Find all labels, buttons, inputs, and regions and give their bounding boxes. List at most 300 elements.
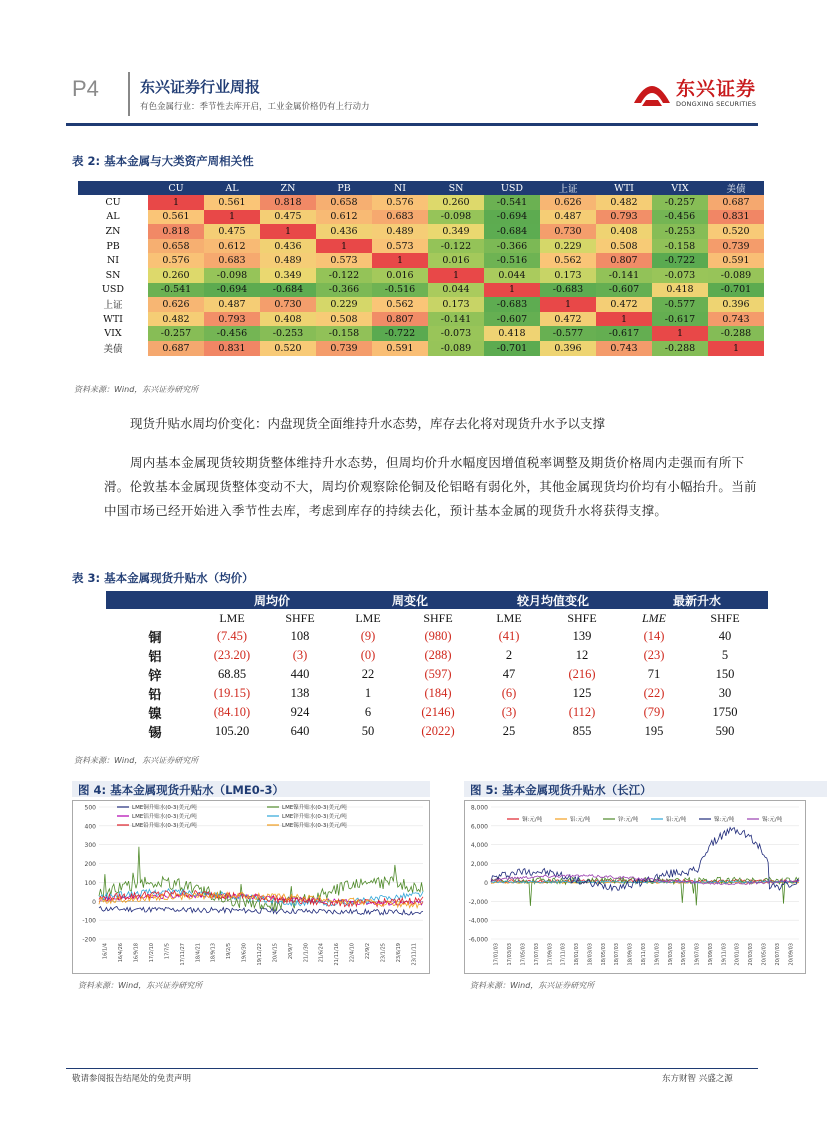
spot-cell: 5 <box>721 648 729 663</box>
corr-cell: -0.253 <box>260 326 316 341</box>
corr-cell: 0.739 <box>708 239 764 254</box>
spot-cell: (7.45) <box>216 629 248 644</box>
corr-cell: 0.612 <box>316 210 372 225</box>
x-tick-label: 17/09/03 <box>547 943 554 966</box>
x-tick-label: 19/01/03 <box>654 943 661 966</box>
corr-cell: -0.122 <box>428 239 484 254</box>
spot-cell: (22) <box>643 686 665 701</box>
x-tick-label: 23/1/25 <box>380 943 387 963</box>
corr-cell: -0.253 <box>652 224 708 239</box>
corr-cell: 0.683 <box>372 210 428 225</box>
y-tick-label: -100 <box>82 917 96 925</box>
corr-col-header: NI <box>372 181 428 195</box>
corr-cell: 0.229 <box>540 239 596 254</box>
corr-cell: -0.141 <box>596 268 652 283</box>
x-tick-label: 23/11/11 <box>411 943 418 966</box>
x-tick-label: 19/6/30 <box>241 943 248 963</box>
x-tick-label: 20/9/7 <box>287 943 294 960</box>
corr-cell: -0.577 <box>540 326 596 341</box>
corr-col-header: ZN <box>260 181 316 195</box>
y-tick-label: 100 <box>84 879 96 887</box>
spot-cell: (288) <box>424 648 452 663</box>
footer-slogan: 东方财智 兴盛之源 <box>662 1074 733 1084</box>
y-tick-label: 500 <box>84 804 96 812</box>
spot-cell: (597) <box>424 667 452 682</box>
corr-row-header: SN <box>78 268 148 283</box>
corr-row-header: VIX <box>78 326 148 341</box>
corr-cell: 0.591 <box>372 341 428 356</box>
spot-subheader: SHFE <box>567 610 597 625</box>
corr-row-header: NI <box>78 253 148 268</box>
corr-cell: 0.687 <box>708 195 764 210</box>
table2-source: 资料来源：Wind，东兴证券研究所 <box>74 385 199 394</box>
corr-col-header: PB <box>316 181 372 195</box>
corr-col-header: 美债 <box>708 181 764 195</box>
header-rule <box>66 123 758 126</box>
header-divider <box>128 72 130 116</box>
spot-row <box>106 722 768 741</box>
corr-cell: -0.722 <box>652 253 708 268</box>
corr-cell: 0.349 <box>260 268 316 283</box>
corr-row <box>78 268 764 283</box>
spot-group-header: 最新升水 <box>626 591 768 609</box>
corr-cell: 0.626 <box>148 297 204 312</box>
corr-cell: -0.288 <box>708 326 764 341</box>
legend-label: LME镍升贴水(0-3)美元/吨 <box>282 805 347 811</box>
corr-cell: 0.489 <box>372 224 428 239</box>
corr-cell: -0.701 <box>708 283 764 298</box>
spot-cell: 40 <box>718 629 732 644</box>
spot-cell: 1750 <box>712 705 738 720</box>
corr-cell: 0.807 <box>372 312 428 327</box>
x-tick-label: 23/6/19 <box>395 943 402 963</box>
table2-caption: 表 2: 基本金属与大类资产周相关性 <box>72 154 254 168</box>
spot-cell: 138 <box>290 686 310 701</box>
corr-cell: 0.418 <box>652 283 708 298</box>
x-tick-label: 21/6/24 <box>318 943 325 963</box>
brand-name-en: DONGXING SECURITIES <box>676 100 757 108</box>
corr-cell: -0.456 <box>652 210 708 225</box>
spot-metal: 铝 <box>148 650 162 666</box>
corr-row <box>78 312 764 327</box>
spot-row <box>106 646 768 665</box>
corr-col-header: AL <box>204 181 260 195</box>
legend-label: 锡:元/吨 <box>762 817 783 823</box>
corr-cell: 0.260 <box>148 268 204 283</box>
x-tick-label: 22/9/2 <box>365 943 371 960</box>
spot-cell: 924 <box>290 705 310 720</box>
spot-row <box>106 684 768 703</box>
corr-cell: -0.366 <box>316 283 372 298</box>
footer-disclaimer: 敬请参阅报告结尾处的免责声明 <box>72 1074 192 1084</box>
corr-cell: -0.577 <box>652 297 708 312</box>
corr-cell: 0.576 <box>148 253 204 268</box>
spot-metal: 铜 <box>148 631 162 647</box>
corr-row-header: CU <box>78 195 148 210</box>
corr-cell: -0.683 <box>540 283 596 298</box>
spot-cell: 30 <box>718 686 732 701</box>
corr-cell: 0.016 <box>428 253 484 268</box>
spot-cell: 590 <box>715 724 735 739</box>
corr-col-header: SN <box>428 181 484 195</box>
corr-cell: 1 <box>652 326 708 341</box>
corr-cell: 0.408 <box>260 312 316 327</box>
corr-cell: 0.487 <box>204 297 260 312</box>
x-tick-label: 18/4/21 <box>195 943 202 963</box>
corr-cell: 0.591 <box>708 253 764 268</box>
corr-cell: 0.730 <box>540 224 596 239</box>
spot-cell: (41) <box>498 629 520 644</box>
corr-cell: 0.818 <box>148 224 204 239</box>
corr-col-header: CU <box>148 181 204 195</box>
x-tick-label: 17/03/03 <box>507 943 514 966</box>
spot-cell: 25 <box>502 724 516 739</box>
legend-label: LME锌升贴水(0-3)美元/吨 <box>282 814 347 820</box>
spot-cell: 125 <box>572 686 592 701</box>
spot-premium-table <box>106 591 768 741</box>
spot-metal: 锌 <box>148 669 162 685</box>
corr-row <box>78 195 764 210</box>
spot-cell: 47 <box>502 667 516 682</box>
x-tick-label: 16/4/26 <box>118 943 125 963</box>
corr-cell: 0.573 <box>316 253 372 268</box>
spot-subheader: SHFE <box>285 610 315 625</box>
legend-label: 铜:元/吨 <box>522 817 543 823</box>
corr-cell: 0.396 <box>708 297 764 312</box>
spot-cell: 108 <box>290 629 310 644</box>
fig4-source: 资料来源：Wind，东兴证券研究所 <box>78 981 203 990</box>
corr-cell: -0.617 <box>596 326 652 341</box>
corr-row <box>78 224 764 239</box>
corr-cell: 0.561 <box>204 195 260 210</box>
corr-cell: -0.607 <box>484 312 540 327</box>
corr-row <box>78 210 764 225</box>
corr-cell: 0.475 <box>260 210 316 225</box>
legend-label: 镍:元/吨 <box>714 817 735 823</box>
corr-cell: 0.818 <box>260 195 316 210</box>
spot-cell: 195 <box>644 724 664 739</box>
x-tick-label: 17/11/27 <box>179 943 186 966</box>
corr-cell: -0.257 <box>148 326 204 341</box>
y-tick-label: 0 <box>484 879 488 887</box>
x-tick-label: 20/4/15 <box>272 943 279 963</box>
spot-cell: (112) <box>568 705 596 720</box>
spot-cell: (0) <box>360 648 376 663</box>
report-subtitle: 有色金属行业：季节性去库开启，工业金属价格仍有上行动力 <box>140 102 370 112</box>
x-tick-label: 19/05/03 <box>681 943 688 966</box>
fig4-caption: 图 4: 基本金属现货升贴水（LME0-3） <box>78 783 285 797</box>
spot-cell: (6) <box>501 686 517 701</box>
corr-row-header: WTI <box>78 312 148 327</box>
corr-cell: 0.260 <box>428 195 484 210</box>
spot-cell: (84.10) <box>213 705 251 720</box>
corr-cell: -0.073 <box>428 326 484 341</box>
corr-cell: -0.541 <box>484 195 540 210</box>
spot-cell: (2022) <box>421 724 455 739</box>
spot-subheader: SHFE <box>423 610 453 625</box>
brand-name: 东兴证券 <box>676 78 757 100</box>
x-tick-label: 17/11/03 <box>560 943 567 966</box>
correlation-table <box>78 181 764 356</box>
x-tick-label: 22/4/10 <box>349 943 356 963</box>
y-tick-label: 2,000 <box>470 861 488 869</box>
spot-cell: 2 <box>505 648 513 663</box>
spot-subheader: LME <box>355 610 381 625</box>
x-tick-label: 18/01/03 <box>574 943 581 966</box>
corr-row <box>78 253 764 268</box>
corr-cell: 0.482 <box>148 312 204 327</box>
corr-cell: 0.730 <box>260 297 316 312</box>
corr-col-header: 上证 <box>540 181 596 195</box>
corr-row <box>78 297 764 312</box>
corr-row-header: ZN <box>78 224 148 239</box>
x-tick-label: 17/7/5 <box>164 943 171 960</box>
spot-cell: 22 <box>361 667 375 682</box>
corr-cell: -0.366 <box>484 239 540 254</box>
spot-row <box>106 627 768 646</box>
spot-row <box>106 665 768 684</box>
x-tick-label: 17/05/03 <box>520 943 527 966</box>
legend-label: LME铅升贴水(0-3)美元/吨 <box>132 823 197 829</box>
brand-logo-icon <box>630 73 674 111</box>
spot-cell: (980) <box>424 629 452 644</box>
corr-row-header: 美债 <box>78 341 148 356</box>
corr-cell: -0.617 <box>652 312 708 327</box>
corr-cell: 0.831 <box>204 341 260 356</box>
corr-cell: -0.722 <box>372 326 428 341</box>
x-tick-label: 18/05/03 <box>600 943 607 966</box>
spot-cell: (23) <box>643 648 665 663</box>
corr-cell: 0.793 <box>596 210 652 225</box>
corr-cell: -0.694 <box>484 210 540 225</box>
page-number: P4 <box>72 76 99 101</box>
x-tick-label: 21/1/30 <box>303 943 310 963</box>
x-tick-label: 21/11/16 <box>334 943 341 966</box>
footer-rule <box>66 1068 758 1069</box>
spot-cell: (79) <box>643 705 665 720</box>
x-tick-label: 20/01/03 <box>734 943 741 966</box>
spot-cell: (9) <box>360 629 376 644</box>
x-tick-label: 19/2/5 <box>226 943 233 960</box>
corr-cell: 0.658 <box>148 239 204 254</box>
corr-cell: 0.520 <box>260 341 316 356</box>
spot-cell: 139 <box>572 629 592 644</box>
corr-cell: 0.436 <box>316 224 372 239</box>
corr-row-header: USD <box>78 283 148 298</box>
corr-cell: -0.089 <box>428 341 484 356</box>
report-title: 东兴证券行业周报 <box>140 78 261 96</box>
spot-group-header: 较月均值变化 <box>480 591 626 609</box>
spot-group-header: 周均价 <box>204 591 340 609</box>
x-tick-label: 16/1/4 <box>102 943 109 960</box>
fig4-chart <box>72 800 430 974</box>
spot-cell: (3) <box>501 705 517 720</box>
spot-cell: 440 <box>290 667 310 682</box>
corr-row-header: AL <box>78 210 148 225</box>
legend-label: LME锡升贴水(0-3)美元/吨 <box>282 823 347 829</box>
corr-cell: -0.141 <box>428 312 484 327</box>
corr-cell: 0.573 <box>372 239 428 254</box>
corr-cell: 0.508 <box>316 312 372 327</box>
corr-cell: 0.229 <box>316 297 372 312</box>
corr-cell: 0.482 <box>596 195 652 210</box>
spot-cell: (184) <box>424 686 452 701</box>
corr-cell: -0.516 <box>372 283 428 298</box>
corr-cell: 1 <box>596 312 652 327</box>
corr-cell: 0.626 <box>540 195 596 210</box>
corr-cell: -0.541 <box>148 283 204 298</box>
corr-col-header: WTI <box>596 181 652 195</box>
corr-cell: 1 <box>316 239 372 254</box>
corr-cell: 0.743 <box>708 312 764 327</box>
x-tick-label: 20/07/03 <box>774 943 781 966</box>
y-tick-label: 0 <box>92 898 96 906</box>
spot-cell: 71 <box>647 667 661 682</box>
spot-cell: (3) <box>292 648 308 663</box>
corr-cell: 0.831 <box>708 210 764 225</box>
corr-cell: -0.694 <box>204 283 260 298</box>
section-heading: 现货升贴水周均价变化：内盘现货全面维持升水态势，库存去化将对现货升水予以支撑 <box>130 416 606 431</box>
spot-metal: 镍 <box>148 707 162 723</box>
corr-cell: 0.173 <box>540 268 596 283</box>
legend-label: 铝:元/吨 <box>570 817 591 823</box>
spot-group-header: 周变化 <box>340 591 480 609</box>
spot-cell: (216) <box>568 667 596 682</box>
y-tick-label: 8,000 <box>470 804 488 812</box>
corr-cell: 1 <box>484 283 540 298</box>
corr-cell: 0.173 <box>428 297 484 312</box>
corr-cell: -0.607 <box>596 283 652 298</box>
corr-cell: 0.561 <box>148 210 204 225</box>
x-tick-label: 20/09/03 <box>788 943 795 966</box>
fig5-caption: 图 5: 基本金属现货升贴水（长江） <box>470 783 652 797</box>
corr-cell: 0.044 <box>484 268 540 283</box>
table3-source: 资料来源：Wind，东兴证券研究所 <box>74 756 199 765</box>
corr-cell: -0.098 <box>428 210 484 225</box>
corr-cell: 0.436 <box>260 239 316 254</box>
spot-cell: 105.20 <box>214 724 250 739</box>
corr-cell: 0.472 <box>540 312 596 327</box>
y-tick-label: -6,000 <box>468 936 488 944</box>
corr-cell: 0.472 <box>596 297 652 312</box>
spot-row <box>106 703 768 722</box>
x-tick-label: 19/09/03 <box>707 943 714 966</box>
corr-cell: 1 <box>372 253 428 268</box>
x-tick-label: 19/07/03 <box>694 943 701 966</box>
corr-row-header: PB <box>78 239 148 254</box>
corr-corner <box>78 181 148 195</box>
corr-col-header: VIX <box>652 181 708 195</box>
corr-cell: -0.158 <box>652 239 708 254</box>
corr-cell: 0.743 <box>596 341 652 356</box>
corr-cell: 0.687 <box>148 341 204 356</box>
corr-col-header: USD <box>484 181 540 195</box>
x-tick-label: 18/03/03 <box>587 943 594 966</box>
corr-cell: -0.516 <box>484 253 540 268</box>
corr-cell: 1 <box>260 224 316 239</box>
corr-cell: 0.658 <box>316 195 372 210</box>
corr-cell: 0.562 <box>540 253 596 268</box>
corr-cell: 0.807 <box>596 253 652 268</box>
corr-cell: -0.288 <box>652 341 708 356</box>
x-tick-label: 18/9/13 <box>210 943 217 963</box>
corr-cell: 0.576 <box>372 195 428 210</box>
corr-cell: 0.487 <box>540 210 596 225</box>
legend-label: 铅:元/吨 <box>666 817 687 823</box>
spot-subheader: LME <box>496 610 522 625</box>
legend-label: LME铝升贴水(0-3)美元/吨 <box>132 814 197 820</box>
corr-cell: -0.456 <box>204 326 260 341</box>
corr-cell: -0.257 <box>652 195 708 210</box>
corr-row <box>78 283 764 298</box>
corr-cell: 0.016 <box>372 268 428 283</box>
corr-cell: 1 <box>708 341 764 356</box>
corr-cell: 1 <box>204 210 260 225</box>
spot-subheader: SHFE <box>710 610 740 625</box>
x-tick-label: 17/01/03 <box>493 943 500 966</box>
spot-cell: 150 <box>715 667 735 682</box>
legend-label: LME铜升贴水(0-3)美元/吨 <box>132 805 197 811</box>
x-tick-label: 20/03/03 <box>748 943 755 966</box>
y-tick-label: 6,000 <box>470 823 488 831</box>
corr-cell: -0.098 <box>204 268 260 283</box>
corr-cell: 0.793 <box>204 312 260 327</box>
spot-metal: 锡 <box>148 726 162 742</box>
y-tick-label: -200 <box>82 936 96 944</box>
spot-corner-sub <box>106 609 204 627</box>
corr-cell: 0.418 <box>484 326 540 341</box>
spot-metal: 铅 <box>148 688 162 704</box>
x-tick-label: 18/11/03 <box>641 943 647 966</box>
spot-cell: (2146) <box>421 705 455 720</box>
spot-cell: 6 <box>364 705 372 720</box>
corr-cell: 0.520 <box>708 224 764 239</box>
corr-cell: 0.683 <box>204 253 260 268</box>
x-tick-label: 19/03/03 <box>667 943 674 966</box>
corr-cell: -0.158 <box>316 326 372 341</box>
x-tick-label: 19/11/03 <box>721 943 728 966</box>
fig5-source: 资料来源：Wind，东兴证券研究所 <box>470 981 595 990</box>
y-tick-label: 400 <box>84 823 96 831</box>
corr-cell: -0.089 <box>708 268 764 283</box>
spot-corner <box>106 591 204 609</box>
corr-row <box>78 326 764 341</box>
spot-subheader: LME <box>642 610 666 625</box>
y-tick-label: 300 <box>84 842 96 850</box>
x-tick-label: 18/07/03 <box>614 943 621 966</box>
corr-row <box>78 341 764 356</box>
spot-cell: (19.15) <box>213 686 251 701</box>
x-tick-label: 17/2/10 <box>149 943 155 963</box>
corr-row-header: 上证 <box>78 297 148 312</box>
x-tick-label: 17/07/03 <box>533 943 540 966</box>
corr-cell: -0.122 <box>316 268 372 283</box>
body-paragraph: 周内基本金属现货较期货整体维持升水态势，但周均价升水幅度因增值税率调整及期货价格周内走强而有所下滑。伦敦基本金属现货整体变动不大，周均价观察除伦铜及伦铝略有弱化外，其他金属现货均价均有小幅抬升。当前中国市场已经开始进入季节性去库，考虑到库存的持续去化，预计基本金属的现货升水将获得支撑。 <box>104 455 757 518</box>
corr-cell: -0.701 <box>484 341 540 356</box>
spot-cell: (23.20) <box>213 648 251 663</box>
corr-cell: -0.683 <box>484 297 540 312</box>
corr-cell: -0.684 <box>484 224 540 239</box>
spot-cell: 50 <box>361 724 375 739</box>
spot-cell: 855 <box>572 724 592 739</box>
spot-cell: 1 <box>364 686 372 701</box>
corr-cell: 0.739 <box>316 341 372 356</box>
corr-cell: 0.612 <box>204 239 260 254</box>
spot-cell: 68.85 <box>217 667 247 682</box>
y-tick-label: -4,000 <box>468 917 488 925</box>
corr-cell: 0.349 <box>428 224 484 239</box>
corr-cell: -0.684 <box>260 283 316 298</box>
